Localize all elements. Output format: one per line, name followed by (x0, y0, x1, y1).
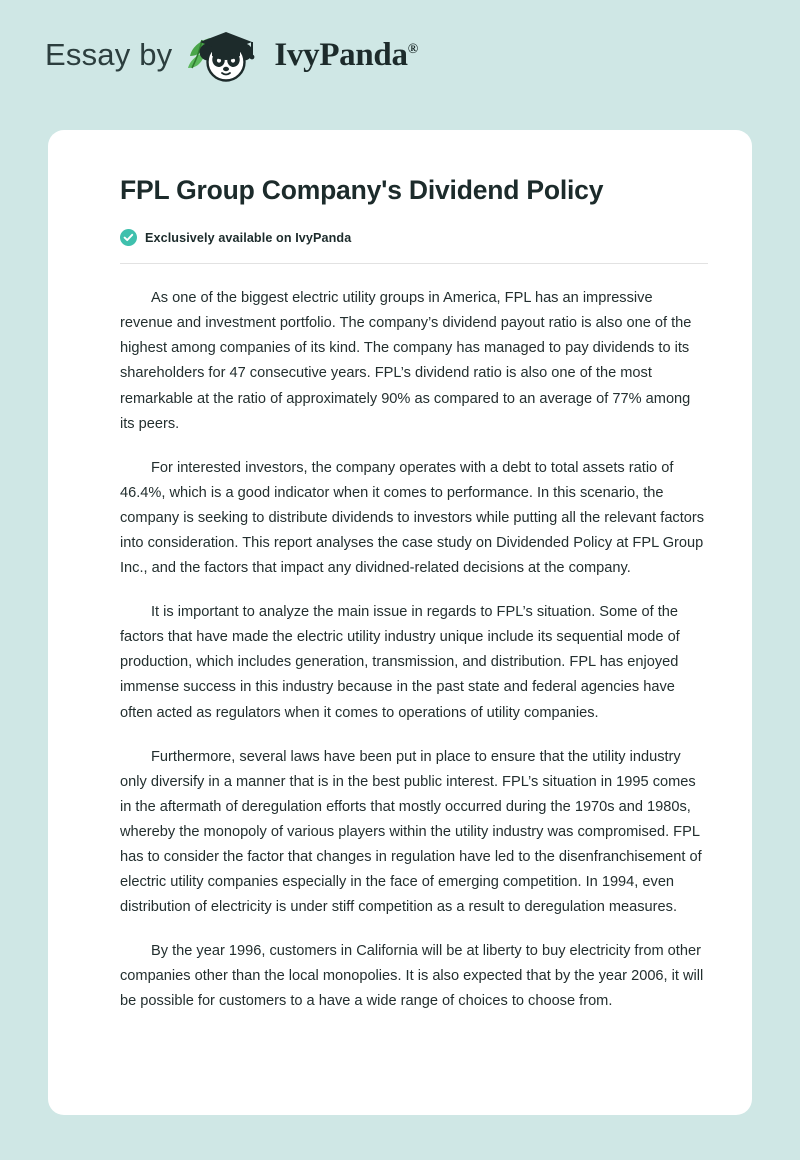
registered-mark: ® (407, 41, 418, 57)
brand-header (0, 0, 800, 72)
exclusive-label: Exclusively available on IvyPanda (145, 230, 352, 245)
page-title: FPL Group Company's Dividend Policy (120, 175, 604, 205)
check-circle-icon (120, 229, 137, 246)
title-divider (120, 263, 708, 264)
brand-name-label: IvyPanda® (274, 36, 418, 73)
paragraph: Furthermore, several laws have been put in place to ensure that the utility industry only diversify in a manner that is in the best public interest. FPL’s situation in 1995 comes in the aftermath of deregulation efforts that mostly occurred during the 1970s and 1980s, whereby the monopoly of various players within the utility industry was compromised. FPL has to consider the factor that changes in regulation have led to the disenfranchisement of electric utility companies especially in the face of emerging competition. In 1994, even distribution of electricity is under stiff competition as a result to deregulation measures. (120, 748, 702, 916)
paragraph: As one of the biggest electric utility groups in America, FPL has an impressive revenue and investment portfolio. The company’s dividend payout ratio is also one of the highest among companies of its kind. The company has managed to pay dividends to its shareholders for 47 consecutive years. FPL’s dividend ratio is also one of the most remarkable at the ratio of approximately 90% as compared to an average of 77% among its peers. (120, 290, 692, 432)
ivypanda-logo[interactable] (182, 26, 417, 84)
exclusive-badge (120, 229, 724, 246)
essay-body (120, 286, 708, 1014)
paragraph: By the year 1996, customers in California will be at liberty to buy electricity from other companies other than the local monopolies. It is also expected that by the year 2006, it will be possible for customers to a have a wide range of choices to choose from. (120, 943, 704, 1010)
panda-graduate-icon (182, 26, 268, 84)
paragraph: For interested investors, the company operates with a debt to total assets ratio of 46.4%, which is a good indicator when it comes to performance. In this scenario, the company is seeking to distribute dividends to investors while putting all the relevant factors into consideration. This report analyses the case study on Dividended Policy at FPL Group Inc., and the factors that impact any dividned-related decisions at the company. (120, 459, 705, 577)
essay-by-label: Essay by (45, 37, 173, 72)
document-card (48, 130, 752, 1115)
paragraph: It is important to analyze the main issue in regards to FPL’s situation. Some of the factors that have made the electric utility industry unique include its sequential mode of production, which includes generation, transmission, and distribution. FPL has enjoyed immense success in this industry because in the past state and federal agencies have often acted as regulators when it comes to operations of utility companies. (120, 604, 680, 721)
